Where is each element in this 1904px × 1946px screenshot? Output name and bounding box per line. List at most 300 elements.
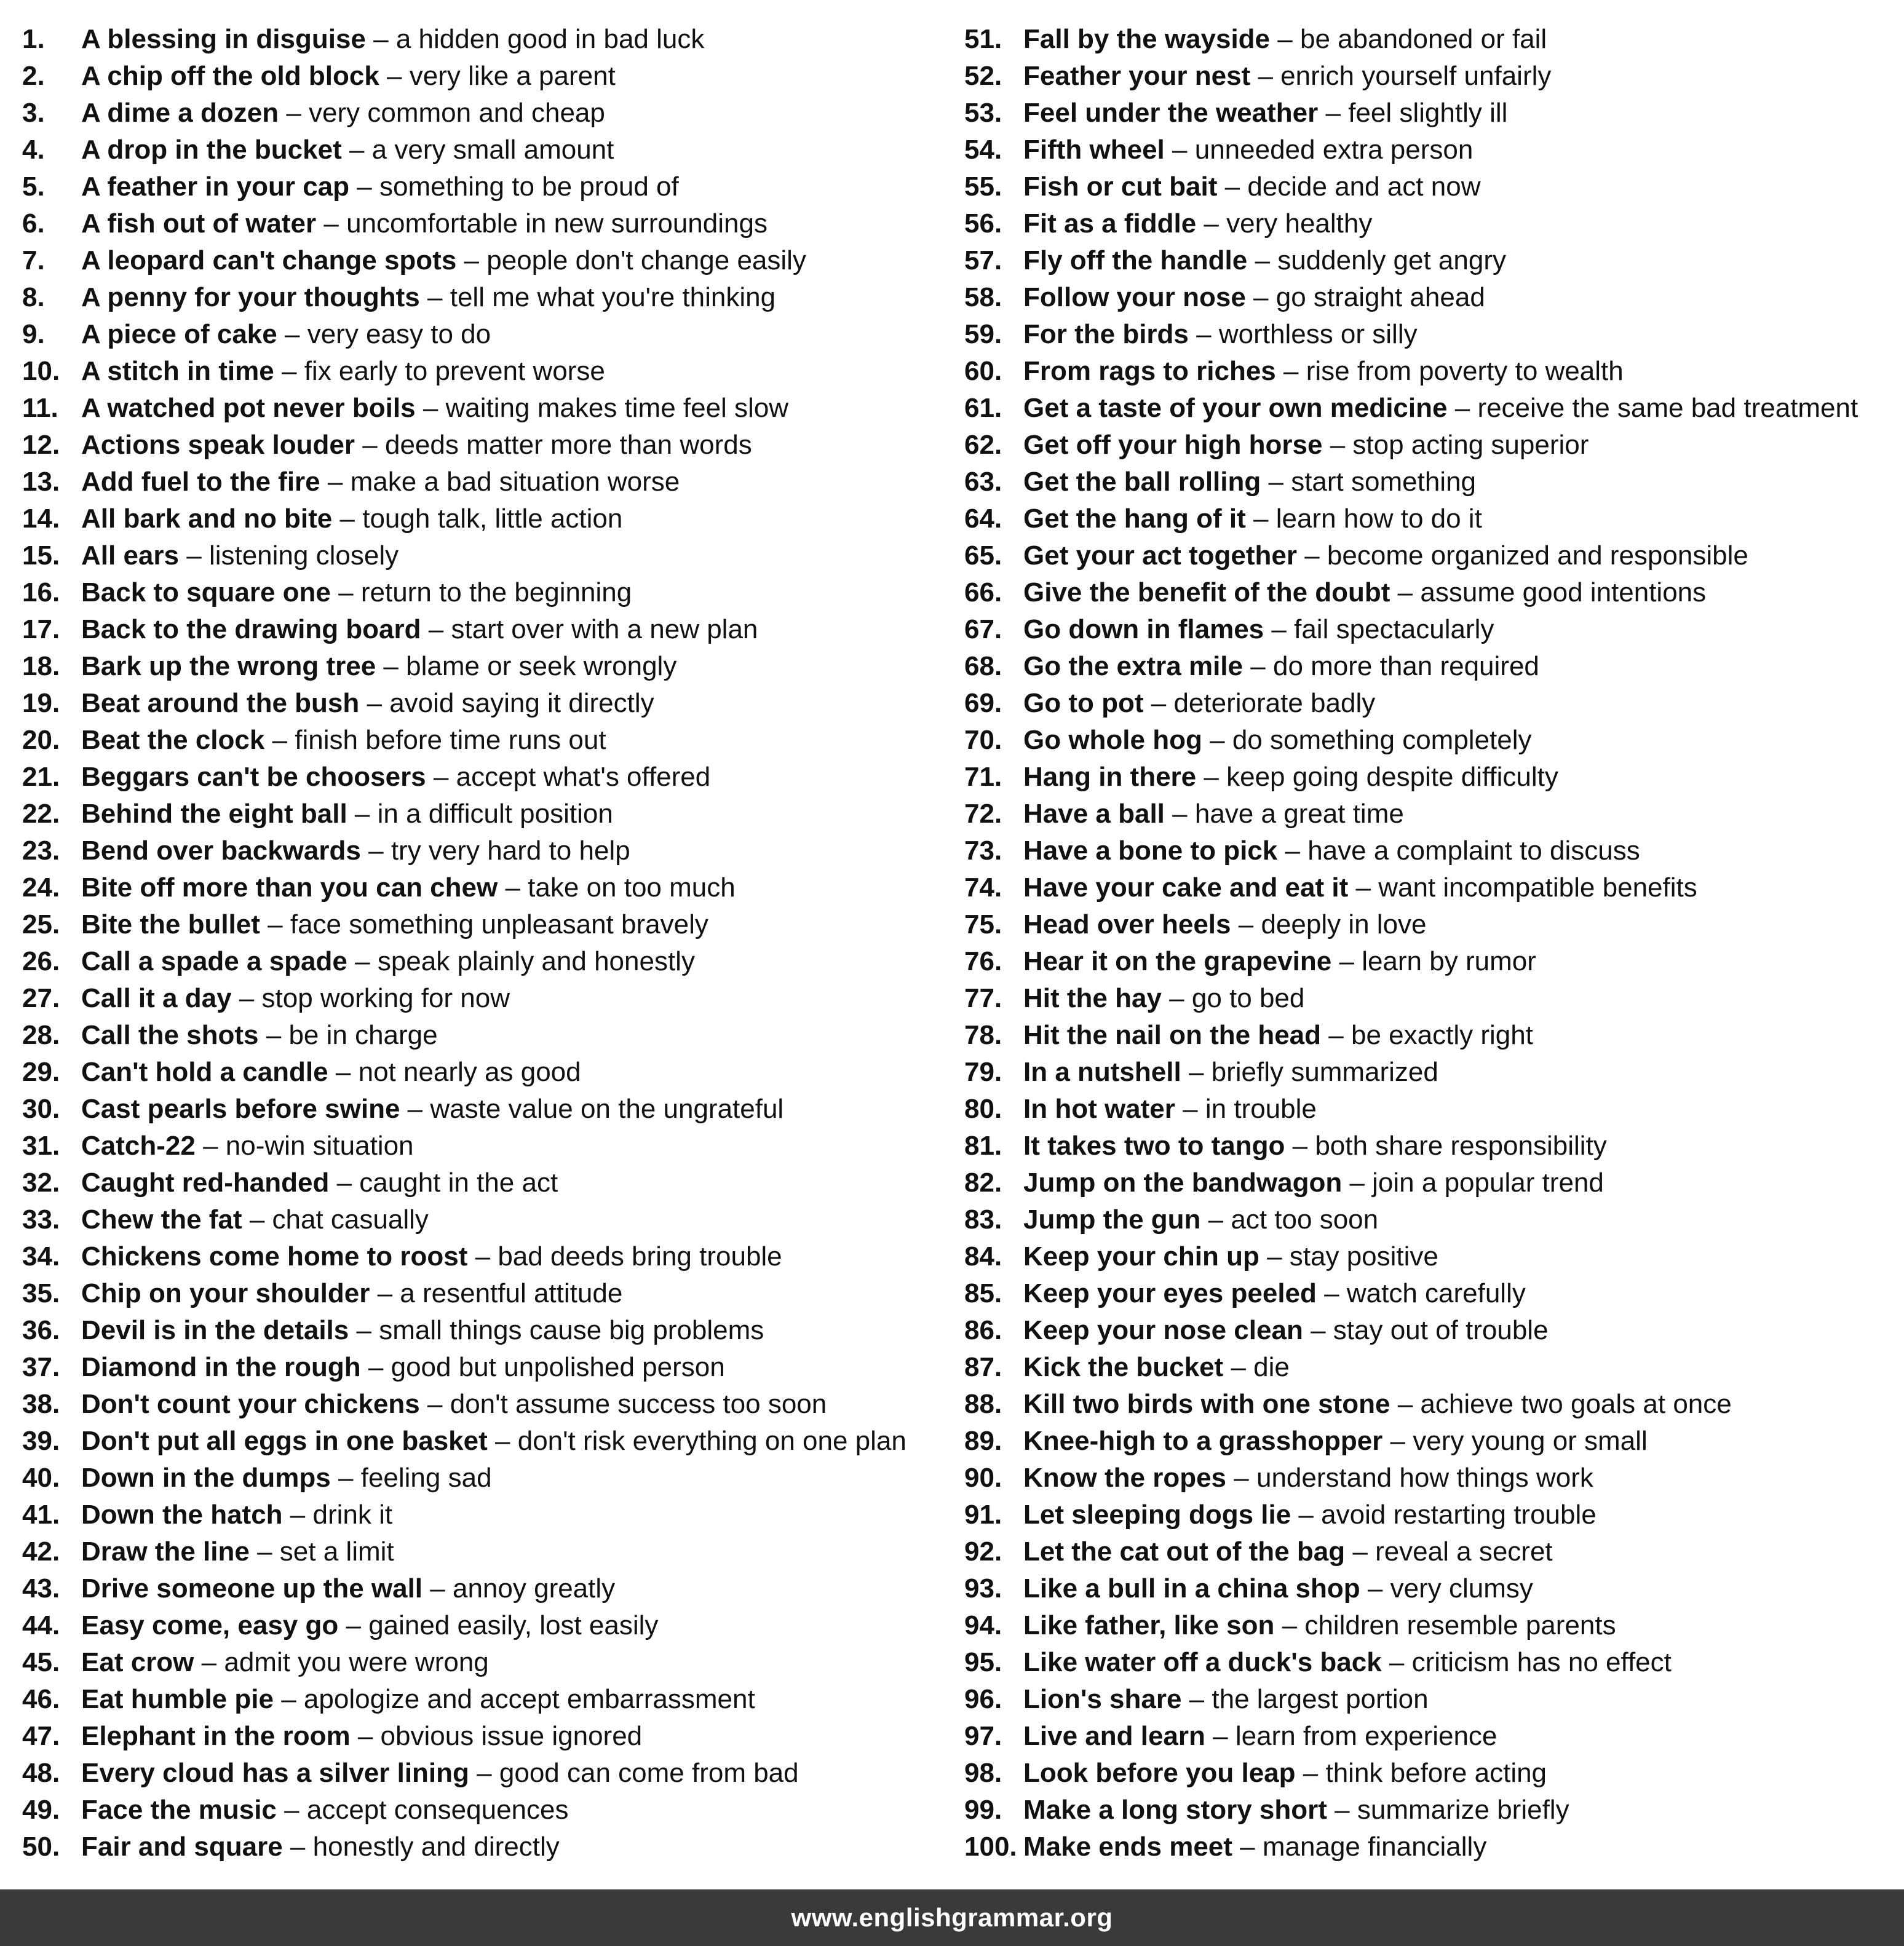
idiom-meaning: honestly and directly [312,1832,560,1862]
idiom-text [1023,390,1858,427]
idiom-separator: – [430,1573,445,1604]
idiom-phrase: Knee-high to a grasshopper [1023,1426,1383,1456]
idiom-phrase: Call a spade a spade [81,946,347,976]
idiom-item [964,759,1899,796]
idiom-item [22,21,945,58]
idiom-meaning: start over with a new plan [451,614,758,644]
idiom-item [964,1275,1899,1312]
idiom-text [1023,316,1418,353]
idiom-meaning: summarize briefly [1357,1795,1569,1825]
idiom-item [964,427,1899,464]
idiom-phrase: All ears [81,540,179,571]
idiom-number: 63. [964,467,1002,497]
idiom-item [22,1533,945,1570]
idiom-number: 100. [964,1832,1017,1862]
idiom-text [1023,574,1706,611]
idiom-number: 4. [22,135,45,165]
idiom-meaning: receive the same bad treatment [1477,393,1858,423]
idiom-phrase: Let the cat out of the bag [1023,1537,1346,1567]
idiom-meaning: good but unpolished person [391,1352,725,1382]
idiom-item [22,1201,945,1238]
idiom-meaning: want incompatible benefits [1378,872,1697,903]
idiom-phrase: Feather your nest [1023,61,1251,91]
idiom-number: 56. [964,208,1002,239]
idiom-separator: – [1292,1131,1308,1161]
idiom-number: 23. [22,836,60,866]
idiom-text [1023,1829,1486,1865]
idiom-meaning: die [1253,1352,1290,1382]
idiom-text [81,1312,764,1349]
idiom-item [964,1201,1899,1238]
idiom-separator: – [357,172,372,202]
idiom-meaning: learn from experience [1235,1721,1497,1751]
idiom-item [22,685,945,722]
idiom-phrase: Get your act together [1023,540,1297,571]
idiom-item [964,1829,1899,1865]
idiom-meaning: deeply in love [1261,909,1427,939]
idiom-phrase: Keep your nose clean [1023,1315,1303,1345]
idiom-number: 60. [964,356,1002,386]
idiom-separator: – [1189,1684,1205,1714]
idiom-meaning: do more than required [1272,651,1539,681]
idiom-text [1023,58,1551,95]
idiom-meaning: annoy greatly [452,1573,616,1604]
idiom-number: 36. [22,1315,60,1345]
idiom-separator: – [1390,1426,1406,1456]
idiom-separator: – [327,467,343,497]
idiom-number: 76. [964,946,1002,976]
idiom-item [964,279,1899,316]
idiom-separator: – [281,356,297,386]
idiom-meaning: make a bad situation worse [350,467,680,497]
idiom-text [81,1570,615,1607]
idiom-separator: – [495,1426,510,1456]
idiom-item [964,1755,1899,1792]
idiom-text [81,869,736,906]
idiom-separator: – [1271,614,1287,644]
idiom-text [81,390,788,427]
idiom-meaning: not nearly as good [358,1057,581,1087]
idiom-meaning: briefly summarized [1211,1057,1438,1087]
idiom-number: 20. [22,725,60,755]
idiom-meaning: caught in the act [359,1168,558,1198]
idiom-number: 54. [964,135,1002,165]
idiom-number: 10. [22,356,60,386]
idiom-number: 57. [964,245,1002,275]
idiom-item [964,1460,1899,1497]
idiom-item [22,943,945,980]
idiom-text [81,980,510,1017]
idiom-separator: – [1268,467,1283,497]
idiom-meaning: suddenly get angry [1277,245,1506,275]
idiom-meaning: both share responsibility [1315,1131,1607,1161]
idiom-text [81,1718,642,1755]
idiom-phrase: Head over heels [1023,909,1231,939]
idiom-meaning: the largest portion [1212,1684,1429,1714]
idiom-text [81,796,613,833]
idiom-number: 42. [22,1537,60,1567]
idiom-text [81,574,632,611]
idiom-separator: – [1454,393,1470,423]
idiom-text [81,1755,799,1792]
idiom-text [81,1607,658,1644]
idiom-list-left [22,21,945,1865]
idiom-number: 53. [964,98,1002,128]
idiom-meaning: have a great time [1194,799,1404,829]
idiom-separator: – [272,725,288,755]
idiom-phrase: It takes two to tango [1023,1131,1285,1161]
idiom-item [22,1681,945,1718]
idiom-item [22,1497,945,1533]
idiom-separator: – [1277,24,1293,54]
idiom-number: 96. [964,1684,1002,1714]
idiom-item [964,980,1899,1017]
idiom-meaning: do something completely [1232,725,1532,755]
idiom-meaning: waiting makes time feel slow [445,393,789,423]
idiom-separator: – [1325,98,1341,128]
idiom-meaning: take on too much [528,872,736,903]
idiom-item [22,1386,945,1423]
idiom-number: 44. [22,1610,60,1640]
idiom-text [81,1349,725,1386]
idiom-phrase: Keep your chin up [1023,1241,1259,1272]
idiom-text [81,1644,489,1681]
idiom-separator: – [428,614,444,644]
idiom-phrase: A drop in the bucket [81,135,342,165]
idiom-meaning: a very small amount [371,135,614,165]
idiom-phrase: Keep your eyes peeled [1023,1278,1317,1308]
idiom-meaning: reveal a secret [1375,1537,1553,1567]
idiom-separator: – [268,909,283,939]
idiom-meaning: avoid restarting trouble [1321,1500,1597,1530]
idiom-item [964,132,1899,168]
idiom-text [81,1165,558,1201]
idiom-meaning: understand how things work [1256,1463,1593,1493]
idiom-separator: – [281,1684,296,1714]
idiom-item [964,685,1899,722]
idiom-text [1023,242,1506,279]
idiom-item [22,168,945,205]
idiom-text [1023,833,1640,869]
footer-url: www.englishgrammar.org [791,1903,1113,1932]
idiom-meaning: gained easily, lost easily [368,1610,659,1640]
idiom-item [22,1460,945,1497]
idiom-phrase: Elephant in the room [81,1721,351,1751]
idiom-number: 34. [22,1241,60,1272]
idiom-separator: – [339,504,355,534]
idiom-text [81,1460,492,1497]
idiom-number: 80. [964,1094,1002,1124]
idiom-separator: – [422,393,438,423]
idiom-item [22,1349,945,1386]
idiom-meaning: act too soon [1231,1204,1379,1235]
idiom-meaning: obvious issue ignored [380,1721,643,1751]
idiom-item [22,1017,945,1054]
idiom-separator: – [1355,872,1371,903]
idiom-phrase: Fly off the handle [1023,245,1248,275]
idiom-meaning: people don't change easily [486,245,806,275]
idiom-meaning: feel slightly ill [1348,98,1508,128]
idiom-meaning: drink it [312,1500,393,1530]
idiom-text [1023,537,1748,574]
idiom-text [1023,21,1547,58]
idiom-item [964,869,1899,906]
idiom-number: 9. [22,319,45,349]
idiom-number: 37. [22,1352,60,1382]
idiom-item [22,1718,945,1755]
idiom-item [22,316,945,353]
idiom-number: 78. [964,1020,1002,1050]
idiom-text [81,1054,581,1091]
idiom-meaning: decide and act now [1247,172,1481,202]
idiom-separator: – [1330,430,1346,460]
idiom-number: 86. [964,1315,1002,1345]
idiom-phrase: Add fuel to the fire [81,467,320,497]
idiom-separator: – [368,1352,384,1382]
idiom-phrase: Draw the line [81,1537,250,1567]
idiom-meaning: in a difficult position [377,799,613,829]
idiom-meaning: unneeded extra person [1194,135,1474,165]
idiom-meaning: something to be proud of [379,172,679,202]
idiom-text [81,1829,560,1865]
idiom-item [964,1644,1899,1681]
idiom-number: 21. [22,762,60,792]
idiom-phrase: Down the hatch [81,1500,283,1530]
idiom-text [1023,722,1532,759]
idiom-item [964,574,1899,611]
idiom-item [22,1570,945,1607]
idiom-text [1023,1165,1604,1201]
idiom-phrase: Chickens come home to roost [81,1241,468,1272]
idiom-number: 50. [22,1832,60,1862]
idiom-text [81,537,399,574]
idiom-text [1023,943,1536,980]
idiom-number: 68. [964,651,1002,681]
idiom-number: 18. [22,651,60,681]
idiom-number: 47. [22,1721,60,1751]
idiom-text [81,759,710,796]
idiom-phrase: Easy come, easy go [81,1610,339,1640]
idiom-meaning: in trouble [1205,1094,1317,1124]
idiom-number: 84. [964,1241,1002,1272]
idiom-phrase: Hit the nail on the head [1023,1020,1322,1050]
idiom-meaning: waste value on the ungrateful [430,1094,784,1124]
idiom-meaning: try very hard to help [391,836,630,866]
idiom-phrase: Eat crow [81,1647,194,1677]
idiom-separator: – [1349,1168,1365,1198]
idiom-item [964,1681,1899,1718]
idiom-separator: – [362,430,378,460]
idiom-separator: – [1311,1315,1326,1345]
idiom-text [1023,95,1507,132]
idiom-text [1023,464,1476,500]
idiom-item [22,722,945,759]
idiom-meaning: watch carefully [1346,1278,1526,1308]
idiom-separator: – [286,98,301,128]
idiom-phrase: Give the benefit of the doubt [1023,577,1390,607]
idiom-text [1023,1201,1378,1238]
idiom-item [964,205,1899,242]
idiom-meaning: finish before time runs out [295,725,606,755]
idiom-meaning: start something [1291,467,1477,497]
idiom-meaning: criticism has no effect [1411,1647,1672,1677]
idiom-number: 29. [22,1057,60,1087]
idiom-number: 73. [964,836,1002,866]
idiom-text [81,1128,414,1165]
idiom-item [964,1497,1899,1533]
idiom-phrase: A fish out of water [81,208,317,239]
idiom-text [81,611,758,648]
idiom-number: 25. [22,909,60,939]
idiom-separator: – [1304,540,1320,571]
idiom-number: 58. [964,282,1002,312]
idiom-phrase: Like a bull in a china shop [1023,1573,1360,1604]
idiom-separator: – [1298,1500,1314,1530]
idiom-number: 61. [964,393,1002,423]
idiom-text [81,464,680,500]
idiom-number: 81. [964,1131,1002,1161]
idiom-phrase: A blessing in disguise [81,24,366,54]
idiom-meaning: achieve two goals at once [1420,1389,1732,1419]
idiom-separator: – [1183,1094,1198,1124]
idiom-separator: – [1234,1463,1249,1493]
idiom-text [1023,427,1589,464]
idiom-separator: – [346,1610,361,1640]
idiom-separator: – [356,1315,371,1345]
idiom-phrase: Back to the drawing board [81,614,421,644]
idiom-meaning: deteriorate badly [1173,688,1376,718]
idiom-separator: – [1172,799,1188,829]
idiom-phrase: A chip off the old block [81,61,379,91]
idiom-meaning: listening closely [208,540,399,571]
idiom-item [964,1423,1899,1460]
idiom-separator: – [1397,1389,1413,1419]
idiom-item [22,980,945,1017]
idiom-separator: – [377,1278,393,1308]
footer-bar [0,1889,1904,1946]
idiom-item [964,353,1899,390]
idiom-separator: – [1285,836,1300,866]
idiom-item [964,168,1899,205]
idiom-item [22,1423,945,1460]
idiom-phrase: Bite the bullet [81,909,260,939]
idiom-text [81,279,775,316]
idiom-separator: – [1172,135,1188,165]
idiom-number: 46. [22,1684,60,1714]
idiom-number: 99. [964,1795,1002,1825]
idiom-number: 38. [22,1389,60,1419]
idiom-phrase: For the birds [1023,319,1189,349]
idiom-text [81,353,605,390]
idiom-text [81,1681,755,1718]
idiom-number: 69. [964,688,1002,718]
idiom-item [22,427,945,464]
idiom-phrase: Chip on your shoulder [81,1278,370,1308]
idiom-item [22,611,945,648]
idiom-text [81,316,491,353]
idiom-item [964,1533,1899,1570]
idiom-text [1023,1091,1317,1128]
idiom-item [22,833,945,869]
idiom-meaning: worthless or silly [1218,319,1418,349]
idiom-number: 87. [964,1352,1002,1382]
idiom-meaning: very clumsy [1390,1573,1533,1604]
idiom-phrase: Know the ropes [1023,1463,1227,1493]
idiom-phrase: Go down in flames [1023,614,1264,644]
idiom-meaning: learn by rumor [1362,946,1536,976]
idiom-separator: – [1208,1204,1224,1235]
idiom-separator: – [1303,1758,1319,1788]
idiom-number: 35. [22,1278,60,1308]
idiom-item [964,1312,1899,1349]
idiom-number: 19. [22,688,60,718]
idiom-number: 16. [22,577,60,607]
idiom-text [1023,1312,1549,1349]
idiom-separator: – [1250,651,1266,681]
idiom-item [22,279,945,316]
idiom-separator: – [1258,61,1273,91]
idiom-text [1023,759,1558,796]
idiom-number: 55. [964,172,1002,202]
idiom-phrase: Eat humble pie [81,1684,274,1714]
idiom-separator: – [1253,504,1269,534]
idiom-separator: – [335,1057,351,1087]
idiom-phrase: In a nutshell [1023,1057,1181,1087]
idiom-meaning: fail spectacularly [1294,614,1494,644]
idiom-separator: – [336,1168,352,1198]
idiom-text [81,833,630,869]
idiom-item [964,943,1899,980]
idiom-item [22,906,945,943]
idiom-separator: – [323,208,339,239]
idiom-item [22,648,945,685]
idiom-number: 71. [964,762,1002,792]
idiom-phrase: Cast pearls before swine [81,1094,400,1124]
idiom-meaning: have a complaint to discuss [1307,836,1640,866]
idiom-text [1023,1570,1533,1607]
idiom-phrase: A watched pot never boils [81,393,416,423]
idiom-number: 7. [22,245,45,275]
idiom-number: 41. [22,1500,60,1530]
idiom-number: 8. [22,282,45,312]
idiom-separator: – [1267,1241,1282,1272]
idiom-number: 3. [22,98,45,128]
idiom-phrase: Get the hang of it [1023,504,1246,534]
idiom-item [22,1829,945,1865]
idiom-number: 90. [964,1463,1002,1493]
idiom-meaning: be exactly right [1351,1020,1533,1050]
idiom-meaning: no-win situation [225,1131,414,1161]
idiom-phrase: All bark and no bite [81,504,333,534]
idiom-text [1023,168,1480,205]
idiom-meaning: avoid saying it directly [389,688,654,718]
idiom-meaning: speak plainly and honestly [377,946,695,976]
idiom-phrase: Go to pot [1023,688,1144,718]
idiom-item [22,1165,945,1201]
idiom-number: 32. [22,1168,60,1198]
idiom-text [81,1238,782,1275]
idiom-meaning: stay out of trouble [1333,1315,1549,1345]
idiom-meaning: learn how to do it [1275,504,1482,534]
idiom-meaning: don't assume success too soon [450,1389,827,1419]
idiom-text [1023,648,1539,685]
idiom-item [964,1607,1899,1644]
idiom-phrase: Lion's share [1023,1684,1182,1714]
idiom-separator: – [475,1241,491,1272]
idiom-meaning: tell me what you're thinking [450,282,776,312]
idiom-separator: – [1283,356,1299,386]
idiom-text [81,943,695,980]
